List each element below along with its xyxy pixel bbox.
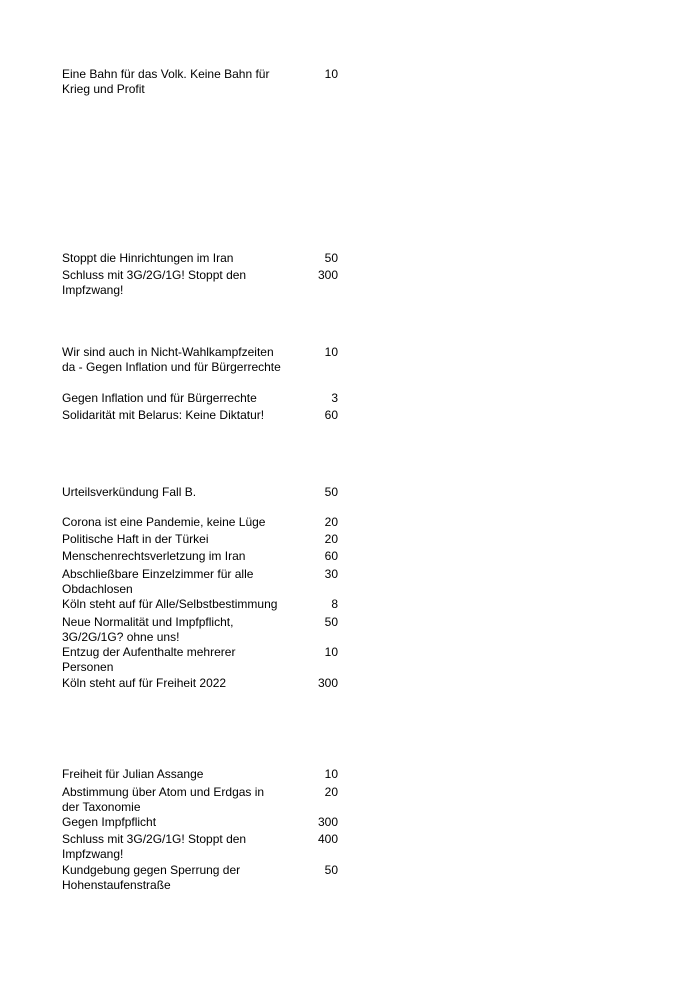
entry-count: 60 — [324, 549, 338, 563]
entry-count: 10 — [324, 767, 338, 781]
entry-count: 10 — [324, 67, 338, 81]
entry-title: Gegen Inflation und für Bürgerrechte — [62, 391, 257, 405]
entry-count: 300 — [317, 815, 338, 829]
entry-count: 3 — [331, 391, 338, 405]
entry-count: 20 — [324, 785, 338, 799]
entry-title: Köln steht auf für Freiheit 2022 — [62, 676, 227, 690]
entry-count: 400 — [317, 832, 338, 846]
entry-title: Corona ist eine Pandemie, keine Lüge — [62, 515, 266, 529]
entry-count: 50 — [324, 251, 338, 265]
entry-title: Eine Bahn für das Volk. Keine Bahn für Krieg und Profit — [62, 67, 270, 96]
entry-title: Abstimmung über Atom und Erdgas in der Taxonomie — [62, 785, 265, 814]
entry-count: 30 — [324, 567, 338, 581]
entry-title: Solidarität mit Belarus: Keine Diktatur! — [62, 408, 265, 422]
entry-count: 300 — [317, 268, 338, 282]
entry-title: Kundgebung gegen Sperrung der Hohenstaufenstraße — [62, 863, 241, 892]
entry-title: Neue Normalität und Impfpflicht, 3G/2G/1G? ohne uns! — [62, 615, 234, 644]
entry-count: 10 — [324, 645, 338, 659]
entry-title: Freiheit für Julian Assange — [62, 767, 204, 781]
entry-title: Urteilsverkündung Fall B. — [62, 485, 197, 499]
entry-title: Entzug der Aufenthalte mehrerer Personen — [62, 645, 236, 674]
entry-title: Politische Haft in der Türkei — [62, 532, 209, 546]
entry-title: Wir sind auch in Nicht-Wahlkampfzeiten da - Gegen Inflation und für Bürgerrechte — [62, 345, 281, 374]
entry-count: 300 — [317, 676, 338, 690]
entry-title: Schluss mit 3G/2G/1G! Stoppt den Impfzwang! — [62, 268, 247, 297]
entry-title: Gegen Impfpflicht — [62, 815, 157, 829]
entry-count: 50 — [324, 485, 338, 499]
entry-count: 10 — [324, 345, 338, 359]
entry-count: 20 — [324, 515, 338, 529]
entry-title: Köln steht auf für Alle/Selbstbestimmung — [62, 597, 278, 611]
entry-title: Abschließbare Einzelzimmer für alle Obdachlosen — [62, 567, 254, 596]
entry-title: Stoppt die Hinrichtungen im Iran — [62, 251, 234, 265]
entry-count: 20 — [324, 532, 338, 546]
entry-count: 50 — [324, 615, 338, 629]
entry-title: Menschenrechtsverletzung im Iran — [62, 549, 246, 563]
entry-title: Schluss mit 3G/2G/1G! Stoppt den Impfzwang! — [62, 832, 247, 861]
entry-count: 8 — [331, 597, 338, 611]
entry-count: 50 — [324, 863, 338, 877]
entry-count: 60 — [324, 408, 338, 422]
